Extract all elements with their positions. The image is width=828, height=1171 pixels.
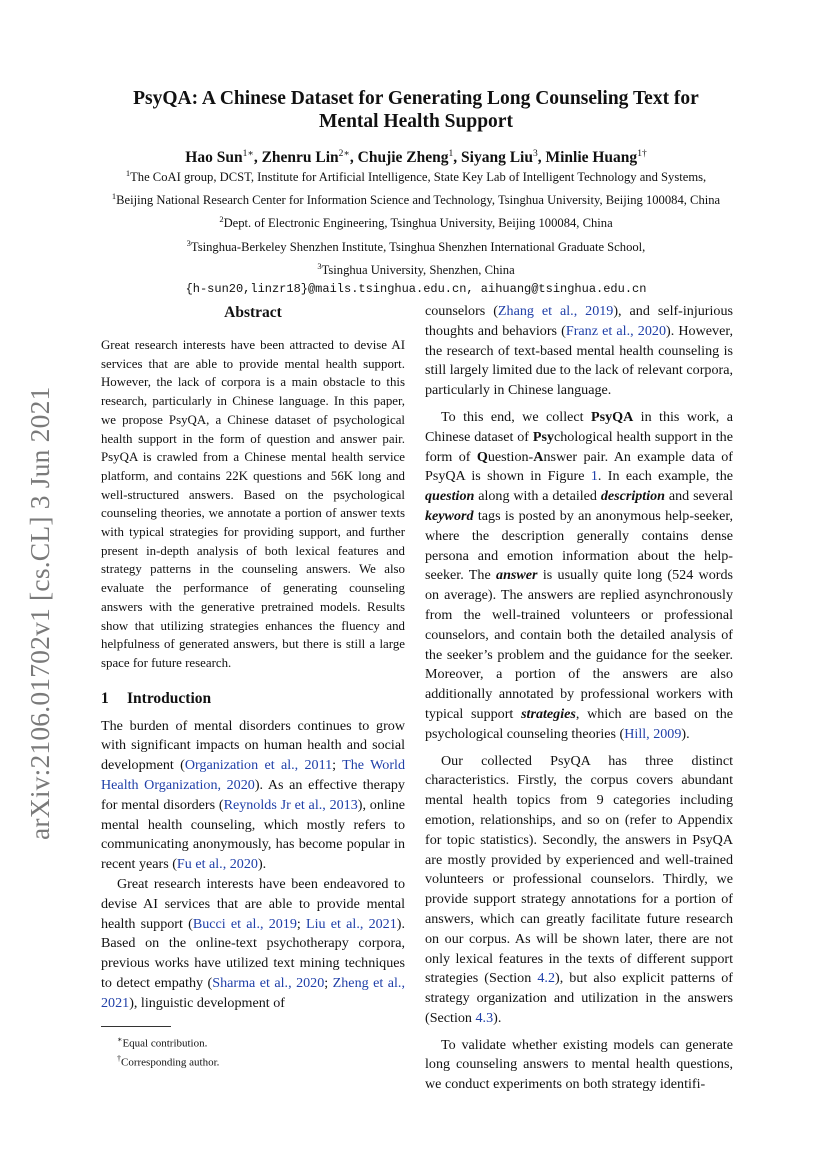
- citation-link[interactable]: Sharma et al., 2020: [212, 975, 325, 992]
- intro-paragraph-1: [101, 717, 405, 875]
- affiliation-line: [70, 257, 762, 280]
- text-run: tags is posted by an anonymous help-seeker, where the description generally contains dense persona and emotion information about the help-seeker. The: [425, 507, 733, 584]
- author-mark: 2∗: [338, 149, 350, 159]
- affiliation-text: The CoAI group, DCST, Institute for Artificial Intelligence, State Key Lab of Intelligent Technology and Systems,: [130, 170, 707, 185]
- text-run: Our collected PsyQA has three distinct characteristics. Firstly, the corpus covers abundant mental health topics from 9 categories including emotion, relationships, and so on (refer to Appendix for topic statistics). Secondly, the answers in PsyQA are mostly provided by experienced and well-trained volunteers or professional counselors. Thirdly, we provide support strategy annotations for a portion of answers, which can greatly facilitate future research on our corpus. As will be shown later, there are not only lexical features in the texts of different support strategies (Section: [425, 752, 733, 987]
- affiliation-line: [70, 187, 762, 210]
- affiliation-mark: 3: [186, 237, 191, 248]
- abstract-text: Great research interests have been attracted to devise AI services that are able to provide mental health support. However, the lack of corpora is a main obstacle to this research, particularly in Chinese language. In this paper, we propose PsyQA, a Chinese dataset of psychological health support in the form of question and answer pair. PsyQA is crawled from a Chinese mental health service platform, and contains 22K questions and 56K long and well-structured answers. Based on the psychological counseling theories, we annotate a portion of answer texts with typical strategies for providing support, and further present in-depth analysis of both lexical features and strategy patterns in the counseling answers. We also evaluate the performance of generating counseling answers with the generative pretrained models. Results show that utilizing strategies enhances the fluency and helpfulness of generated answers, but there is still a large space for future research.: [101, 338, 405, 670]
- author-name: Hao Sun: [185, 149, 243, 167]
- intro-paragraph-6: To validate whether existing models can generate long counseling answers to mental health questions, we conduct experiments on both strategy identifi-: [425, 1036, 733, 1093]
- text-run: is usually quite long (524 words on average). The answers are replied asynchronously from the well-trained volunteers or professional counselors, and contain both the detailed analysis of the seeker’s problem and the guidance for the seeker. Moreover, a portion of the answers are also additionally annotated by professional workers with typical support: [425, 567, 733, 722]
- text-run: nswer pair. An example data of PsyQA is shown in Figure: [425, 448, 733, 485]
- citation-link[interactable]: Franz et al., 2020: [565, 322, 666, 339]
- footnote-divider: [101, 1026, 171, 1027]
- emphasis-term: answer: [496, 567, 538, 584]
- author-name: Minlie Huang: [545, 149, 638, 167]
- author-name: Siyang Liu: [461, 149, 533, 167]
- arxiv-sidebar-stamp: [18, 380, 60, 840]
- footnote: [117, 1051, 405, 1071]
- citation-link[interactable]: Hill, 2009: [624, 725, 682, 742]
- text-run: and several: [665, 488, 733, 505]
- figure-link[interactable]: 1: [590, 468, 598, 485]
- paper-title: [90, 87, 742, 133]
- author-name: Chujie Zheng: [357, 149, 449, 167]
- footnote: [117, 1032, 405, 1052]
- author-mark: 3: [532, 149, 538, 159]
- bold-term: Psy: [532, 428, 554, 445]
- author-mark: 1∗: [242, 149, 254, 159]
- intro-paragraph-3: [425, 302, 733, 401]
- text-run: uestion-: [487, 448, 534, 465]
- affiliation-mark: 2: [219, 214, 224, 225]
- text-run: counselors (: [425, 303, 498, 319]
- text-run: ), and self-injurious thoughts and behaviors (: [425, 303, 733, 339]
- paragraph-gap: [425, 1029, 733, 1036]
- footnote-mark: ∗: [117, 1034, 123, 1044]
- citation-link[interactable]: Organization et al., 2011: [184, 757, 333, 774]
- text-run: . In each example, the: [597, 468, 733, 485]
- text-run: ).: [681, 725, 690, 742]
- text-run: To this end, we collect: [441, 408, 591, 425]
- section-heading-introduction: [101, 689, 405, 709]
- text-run: ). Based on the online-text psychotherapy corpora, previous works have utilized text mining techniques to detect empathy (: [101, 915, 405, 992]
- author-mark: 1†: [637, 149, 647, 159]
- arxiv-id: arXiv:2106.01702v1 [cs.CL] 3 Jun 2021: [24, 386, 55, 840]
- text-run: ;: [332, 757, 343, 774]
- section-number: 1: [101, 689, 109, 707]
- author-mark: 1: [448, 149, 454, 159]
- bold-term: PsyQA: [590, 408, 634, 425]
- section-link[interactable]: 4.3: [475, 1009, 494, 1026]
- text-run: ). However, the research of text-based mental health counseling is still largely limited due to the lack of relevant corpora, particularly in Chinese language.: [425, 322, 733, 399]
- text-run: ), but also explicit patterns of strategy organization and utilization in the answers (Section: [425, 970, 733, 1026]
- footnote-text: Equal contribution.: [122, 1037, 208, 1050]
- paragraph-gap: [425, 401, 733, 408]
- emphasis-term: question: [425, 488, 475, 505]
- text-run: in this work, a Chinese dataset of: [425, 408, 733, 445]
- intro-paragraph-2: [101, 875, 405, 1014]
- affiliation-mark: 1: [111, 191, 117, 202]
- text-run: chological health support in the form of: [425, 428, 733, 465]
- text-run: ).: [493, 1009, 502, 1026]
- affiliations: [70, 164, 762, 299]
- citation-link[interactable]: Bucci et al., 2019: [192, 915, 297, 932]
- text-run: ;: [296, 915, 307, 932]
- citation-link[interactable]: The World Health Organization, 2020: [101, 757, 405, 794]
- citation-link[interactable]: Zhang et al., 2019: [497, 303, 614, 319]
- affiliation-text: Dept. of Electronic Engineering, Tsinghua University, Beijing 100084, China: [223, 216, 613, 231]
- section-title: Introduction: [127, 689, 212, 707]
- author-name: Zhenru Lin: [261, 149, 339, 167]
- text-run: ), linguistic development of: [129, 994, 285, 1011]
- affiliation-line: [70, 210, 762, 233]
- author-emails: {h-sun20,linzr18}@mails.tsinghua.edu.cn, aihuang@tsinghua.edu.cn: [185, 281, 647, 296]
- author-list: Hao Sun$^{1∗}$, Zhenru Lin$^{2∗}$, Chujie Zheng$^1$, Siyang Liu$^3$, Minlie Huang$^{1\dagger}$: [185, 149, 647, 167]
- intro-paragraph-5: [425, 752, 733, 1029]
- affiliation-line: [70, 234, 762, 257]
- emphasis-term: strategies: [521, 705, 576, 722]
- affiliation-text: Tsinghua University, Shenzhen, China: [321, 262, 515, 277]
- intro-paragraph-4: [425, 408, 733, 745]
- affiliation-line: [70, 164, 762, 187]
- affiliation-text: Tsinghua-Berkeley Shenzhen Institute, Tsinghua Shenzhen International Graduate School,: [190, 239, 646, 254]
- bold-term: A: [533, 448, 544, 465]
- right-column: [425, 302, 733, 1095]
- citation-link[interactable]: Fu et al., 2020: [176, 856, 258, 873]
- affiliation-text: Beijing National Research Center for Information Science and Technology, Tsinghua University, Beijing 100084, China: [116, 193, 721, 208]
- paragraph-gap: [425, 745, 733, 752]
- affiliation-mark: 1: [125, 168, 131, 178]
- emphasis-term: keyword: [425, 507, 474, 524]
- title-line-2: Mental Health Support: [319, 111, 513, 132]
- text-run: Great research interests have been endeavored to devise AI services that are able to provide mental health support (: [101, 876, 405, 932]
- footnote-text: Corresponding author.: [121, 1056, 220, 1069]
- abstract-heading: Abstract: [224, 304, 282, 321]
- bold-term: Q: [476, 448, 488, 465]
- left-column: [101, 302, 405, 1071]
- text-run: ;: [324, 975, 333, 992]
- emphasis-term: description: [600, 488, 666, 505]
- citation-link[interactable]: Liu et al., 2021: [306, 915, 397, 932]
- text-run: ), online mental health counseling, which mostly refers to communicating anonymously, has become popular in recent years (: [101, 796, 406, 873]
- text-run: along with a detailed: [474, 488, 601, 505]
- affiliation-mark: 3: [317, 260, 322, 271]
- text-run: The burden of mental disorders continues to grow with significant impacts on human health and social development (: [101, 717, 405, 774]
- text-run: ). As an effective therapy for mental disorders (: [101, 777, 405, 813]
- footnote-mark: †: [117, 1054, 121, 1064]
- text-run: , which are based on the psychological counseling theories (: [425, 705, 733, 742]
- citation-link[interactable]: Reynolds Jr et al., 2013: [223, 796, 358, 813]
- text-run: ).: [257, 856, 267, 873]
- section-link[interactable]: 4.2: [537, 970, 555, 987]
- citation-link[interactable]: Zheng et al., 2021: [101, 975, 405, 1011]
- title-line-1: PsyQA: A Chinese Dataset for Generating Long Counseling Text for: [133, 88, 699, 109]
